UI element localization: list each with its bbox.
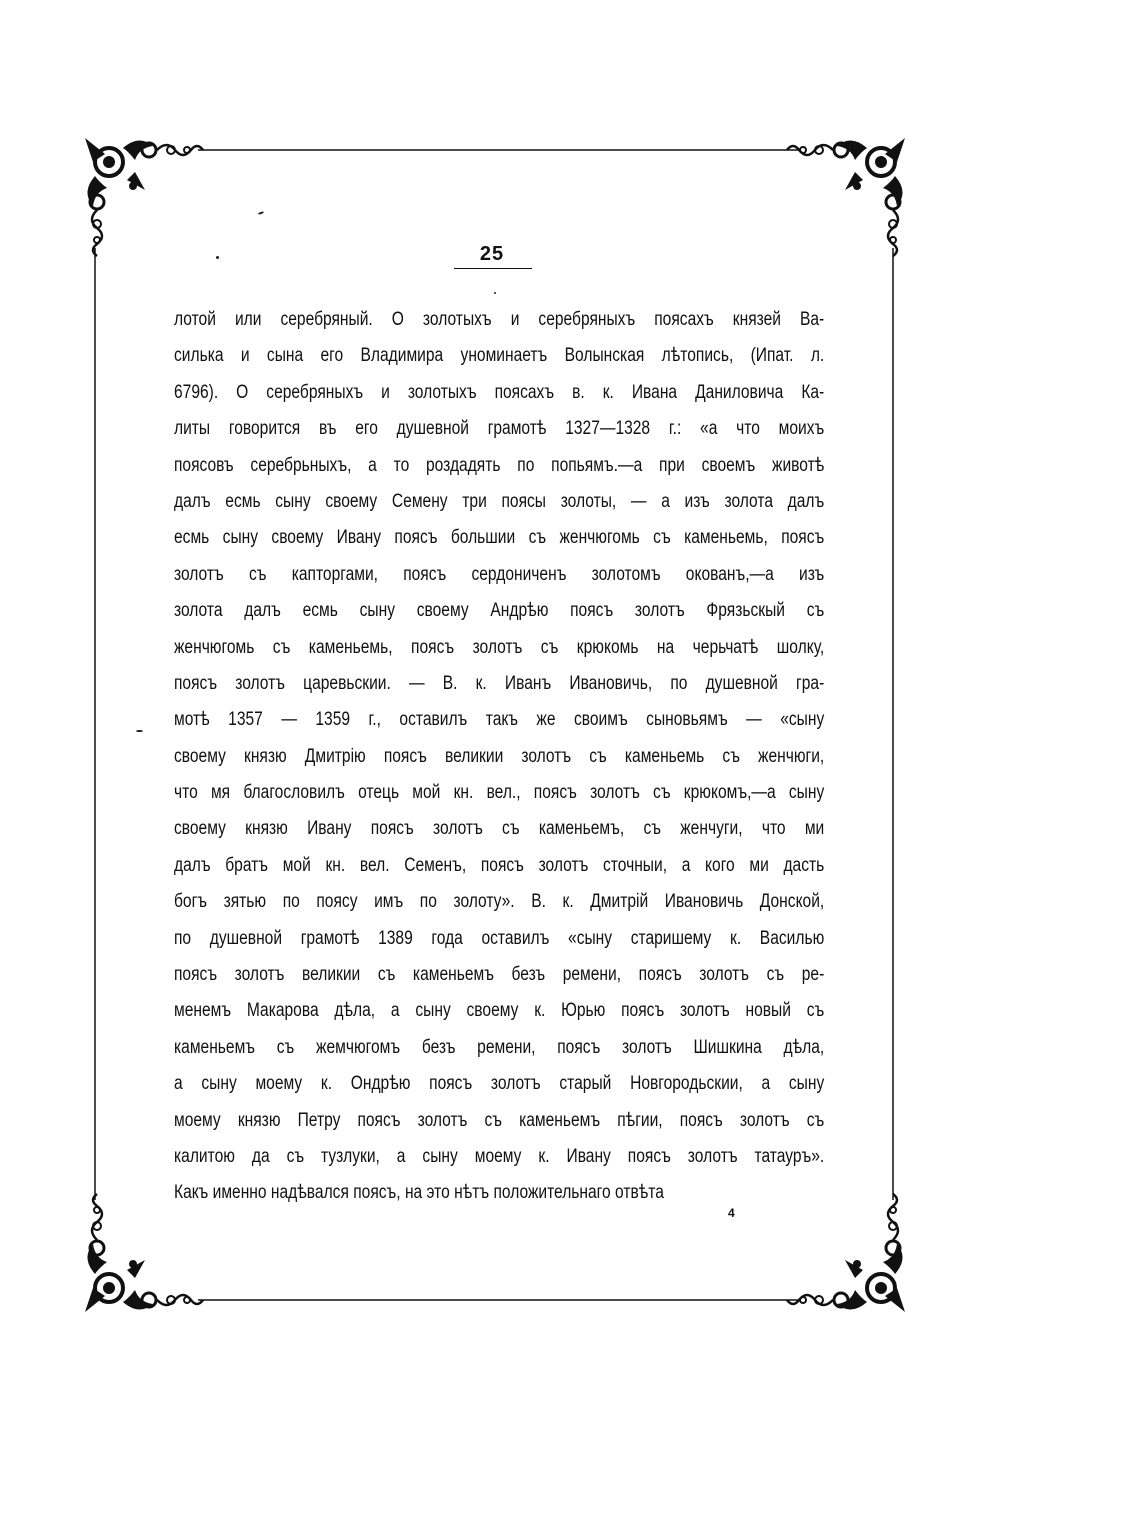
- text-line: своему князю Ивану поясъ золотъ съ каменьемъ, съ женчуги, что ми: [174, 818, 825, 840]
- text-line: лотой или серебряный. О золотыхъ и серебряныхъ поясахъ князей Ва-: [174, 309, 825, 330]
- text-line: Какъ именно надѣвался поясъ, на это нѣтъ положительнаго отвѣта: [174, 1182, 664, 1204]
- text-line: мотѣ 1357 — 1359 г., оставилъ такъ же своимъ сыновьямъ — «сыну: [174, 709, 825, 731]
- speck: [494, 292, 496, 294]
- text-line: по душевной грамотѣ 1389 года оставилъ «сыну старишему к. Василью: [174, 927, 825, 949]
- text-line: менемъ Макарова дѣла, а сыну своему к. Юрью поясъ золотъ новый съ: [174, 1000, 825, 1022]
- speck: [136, 730, 143, 732]
- text-line: далъ есмь сыну своему Семену три поясы золоты, — а изъ золота далъ: [174, 490, 825, 512]
- speck: [216, 256, 219, 259]
- page-number: 25: [479, 243, 505, 265]
- text-line: богъ зятью по поясу имъ по золоту». В. к. Дмитрій Ивановичь Донской,: [174, 891, 825, 913]
- corner-ornament-top-right: [787, 138, 905, 256]
- text-line: поясъ золотъ великии съ каменьемъ безъ ремени, поясъ золотъ съ ре-: [174, 964, 825, 986]
- text-line: своему князю Дмитрію поясъ великии золотъ съ каменьемь съ женчюги,: [174, 745, 825, 767]
- text-line: женчюгомь съ каменьемь, поясъ золотъ съ крюкомь на черьчатѣ шолку,: [174, 636, 825, 658]
- body-text: [174, 302, 824, 1212]
- text-line: поясовъ серебрьныхъ, а то роздадять по попьямъ.—а при своемъ животѣ: [174, 454, 825, 476]
- text-line: есмь сыну своему Ивану поясъ большии съ женчюгомь съ каменьемь, поясъ: [174, 527, 825, 549]
- text-line: далъ братъ мой кн. вел. Семенъ, поясъ золотъ сточныи, а кого ми дасть: [174, 854, 825, 876]
- text-line: 6796). О серебряныхъ и золотыхъ поясахъ в. к. Ивана Даниловича Ка-: [174, 381, 825, 403]
- printer-signature-mark: 4: [728, 1206, 735, 1220]
- text-line: каменьемъ съ жемчюгомъ безъ ремени, поясъ золотъ Шишкина дѣла,: [174, 1036, 825, 1058]
- text-line: моему князю Петру поясъ золотъ съ каменьемъ пѣгии, поясъ золотъ съ: [174, 1109, 825, 1131]
- text-line: что мя благословилъ отець мой кн. вел., поясъ золотъ съ крюкомъ,—а сыну: [174, 782, 825, 804]
- text-line: калитою да съ тузлуки, а сыну моему к. Ивану поясъ золотъ татауръ».: [174, 1145, 825, 1167]
- text-line: золота далъ есмь сыну своему Андрѣю поясъ золотъ Фрязьскый съ: [174, 600, 825, 622]
- text-line: поясъ золотъ царевьскии. — В. к. Иванъ Ивановичь, по душевной гра-: [174, 672, 825, 694]
- corner-ornament-top-left: [85, 138, 203, 256]
- page-number-rule: [454, 268, 532, 269]
- text-line: литы говорится въ его душевной грамотѣ 1327—1328 г.: «а что моихъ: [174, 418, 825, 440]
- text-line: золотъ съ капторгами, поясъ сердониченъ золотомъ окованъ,—а изъ: [174, 563, 825, 585]
- text-line: а сыну моему к. Ондрѣю поясъ золотъ старый Новгородьскии, а сыну: [174, 1073, 825, 1095]
- text-line: силька и сына его Владимира уноминаетъ Волынская лѣтопись, (Ипат. л.: [174, 345, 825, 367]
